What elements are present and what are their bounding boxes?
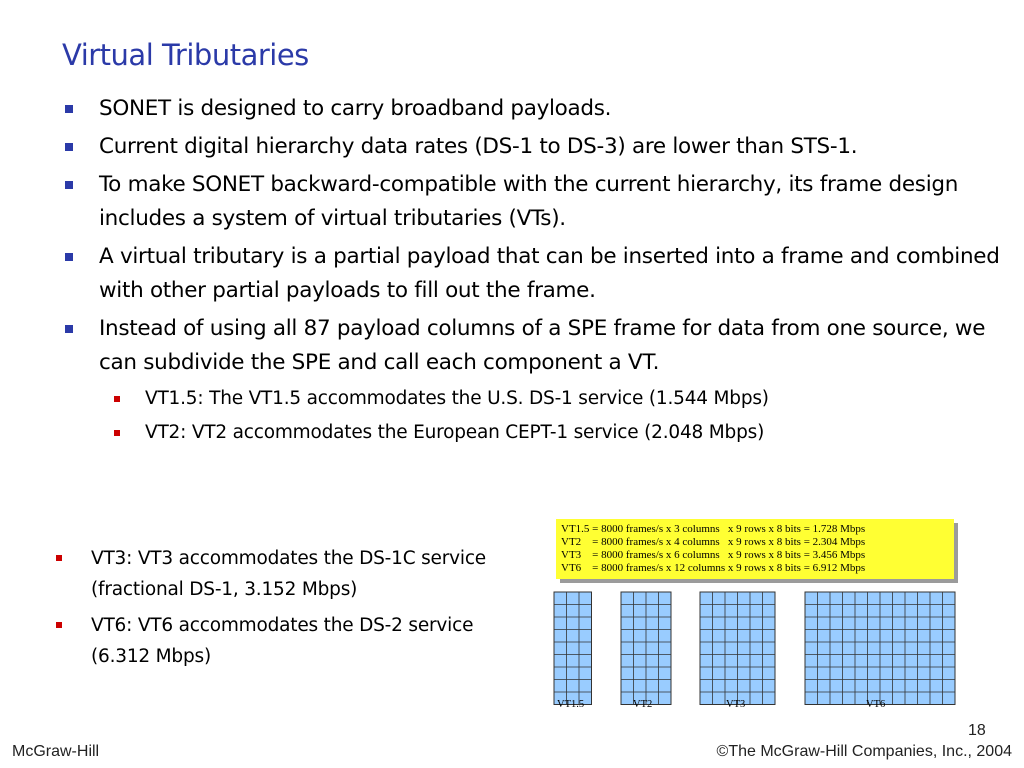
bullet-text: Instead of using all 87 payload columns of a SPE frame for data from one source, we can subdivide the SPE and call each component a VT. <box>99 316 986 375</box>
vt-grid-label: VT3 <box>726 699 746 710</box>
formula-row: VT3 = 8000 frames/s x 6 columns x 9 rows x 8 bits = 3.456 Mbps <box>561 549 866 561</box>
sub-bullet-text: VT2: VT2 accommodates the European CEPT-1 service (2.048 Mbps) <box>145 422 765 443</box>
bullet-text: SONET is designed to carry broadband payloads. <box>99 96 612 121</box>
bullet-text: Current digital hierarchy data rates (DS-1 to DS-3) are lower than STS-1. <box>99 134 858 159</box>
sub-bullet-text: VT1.5: The VT1.5 accommodates the U.S. DS-1 service (1.544 Mbps) <box>145 388 769 409</box>
footer-copyright: ©The McGraw-Hill Companies, Inc., 2004 <box>716 743 1012 760</box>
vt-grid-vt3 <box>700 592 775 705</box>
vt-grid-vt1-5 <box>554 592 592 705</box>
vt-grid-vt6 <box>805 592 955 705</box>
formula-row: VT6 = 8000 frames/s x 12 columns x 9 rows x 8 bits = 6.912 Mbps <box>561 562 866 574</box>
formula-row: VT1.5 = 8000 frames/s x 3 columns x 9 rows x 8 bits = 1.728 Mbps <box>561 523 866 535</box>
vt-grid-label: VT1.5 <box>557 699 585 710</box>
formula-row: VT2 = 8000 frames/s x 4 columns x 9 rows x 8 bits = 2.304 Mbps <box>561 536 866 548</box>
vt-grid-label: VT2 <box>633 699 653 710</box>
sub-bullet-text: VT3: VT3 accommodates the DS-1C service (fractional DS-1, 3.152 Mbps) <box>91 548 486 600</box>
vt-grid-vt2 <box>621 592 671 705</box>
page-number: 18 <box>968 722 986 739</box>
grid-background <box>554 592 592 705</box>
bullet-text: A virtual tributary is a partial payload that can be inserted into a frame and combined with other partial payloads to fill out the frame. <box>99 244 1000 303</box>
vt-grid-label: VT6 <box>866 699 886 710</box>
sub-bullet-text: VT6: VT6 accommodates the DS-2 service (6.312 Mbps) <box>91 615 474 667</box>
slide-title: Virtual Tributaries <box>62 38 309 72</box>
bullet-text: To make SONET backward-compatible with the current hierarchy, its frame design includes a system of virtual tributaries (VTs). <box>99 172 959 231</box>
footer-publisher: McGraw-Hill <box>12 743 100 760</box>
